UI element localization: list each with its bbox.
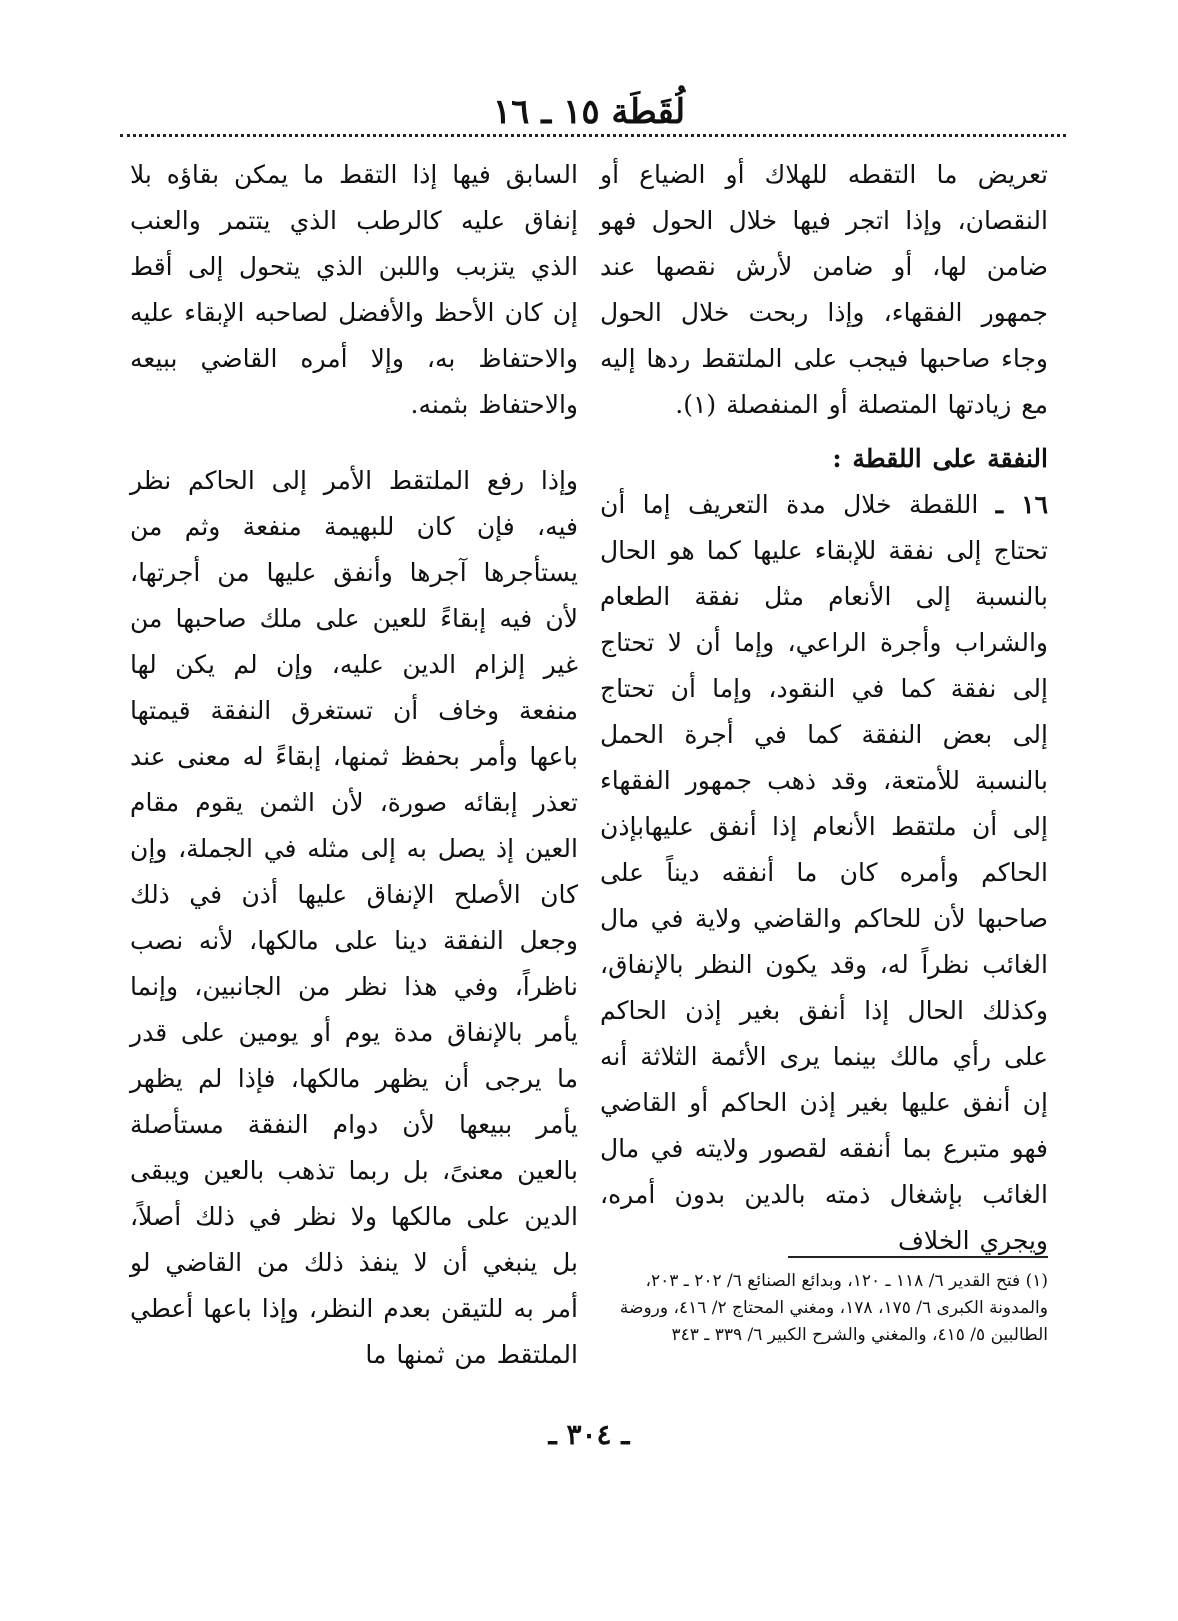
- left-paragraph-2: وإذا رفع الملتقط الأمر إلى الحاكم نظر فيه، فإن كان للبهيمة منفعة وثم من يستأجرها آجرها وأنفق عليها من أجرتها، لأن فيه إبقاءً للعين على ملك صاحبها من غير إلزام الدين عليه، وإن لم يكن لها منفعة وخاف أن تستغرق النفقة قيمتها باعها وأمر بحفظ ثمنها، إبقاءً له معنى عند تعذر إبقائه صورة، لأن الثمن يقوم مقام العين إذ يصل به إلى مثله في الجملة، وإن كان الأصلح الإنفاق عليها أذن في ذلك وجعل النفقة دينا على مالكها، لأنه نصب ناظراً، وفي هذا نظر من الجانبين، وإنما يأمر بالإنفاق مدة يوم أو يومين على قدر ما يرجى أن يظهر مالكها، فإذا لم يظهر يأمر ببيعها لأن دوام النفقة مستأصلة بالعين معنىً، بل ربما تذهب بالعين ويبقى الدين على مالكها ولا نظر في ذلك أصلاً، بل ينبغي أن لا ينفذ ذلك من القاضي لو أمر به للتيقن بعدم النظر، وإذا باعها أعطي الملتقط من ثمنها ما: [130, 466, 578, 1369]
- left-column: [130, 152, 578, 1378]
- header-dotted-rule: [120, 134, 1066, 137]
- section-heading: النفقة على اللقطة :: [832, 444, 1048, 473]
- section-number: ١٦ ـ: [995, 490, 1049, 519]
- page-number: ـ ٣٠٤ ـ: [548, 1418, 630, 1451]
- page-header-title: لُقَطَة ١٥ ـ ١٦: [492, 92, 686, 132]
- paragraph-gap: [130, 428, 578, 458]
- right-paragraph-1: تعريض ما التقطه للهلاك أو الضياع أو النقصان، وإذا اتجر فيها خلال الحول فهو ضامن لها، أو ضامن لأرش نقصها عند جمهور الفقهاء، وإذا ربحت خلال الحول وجاء صاحبها فيجب على الملتقط ردها إليه مع زيادتها المتصلة أو المنفصلة (١).: [600, 160, 1048, 419]
- right-column: [600, 152, 1048, 1264]
- footnote-rule: [788, 1256, 1048, 1258]
- right-paragraph-2-text: اللقطة خلال مدة التعريف إما أن تحتاج إلى نفقة للإبقاء عليها كما هو الحال بالنسبة إلى الأنعام مثل نفقة الطعام والشراب وأجرة الراعي، وإما أن لا تحتاج إلى نفقة كما في النقود، وإما أن تحتاج إلى بعض النفقة كما في أجرة الحمل بالنسبة للأمتعة، وقد ذهب جمهور الفقهاء إلى أن ملتقط الأنعام إذا أنفق عليهابإذن الحاكم وأمره كان ما أنفقه ديناً على صاحبها لأن للحاكم والقاضي ولاية في مال الغائب نظراً له، وقد يكون النظر بالإنفاق، وكذلك الحال إذا أنفق بغير إذن الحاكم على رأي مالك بينما يرى الأئمة الثلاثة أنه إن أنفق عليها بغير إذن الحاكم أو القاضي فهو متبرع بما أنفقه لقصور ولايته في مال الغائب بإشغال ذمته بالدين بدون أمره، ويجري الخلاف: [600, 490, 1048, 1255]
- footnote: (١) فتح القدير ٦/ ١١٨ ـ ١٢٠، وبدائع الصنائع ٦/ ٢٠٢ ـ ٢٠٣، والمدونة الكبرى ٦/ ١٧٥، ١٧٨، ومغني المحتاج ٢/ ٤١٦، وروضة الطالبين ٥/ ٤١٥، والمغني والشرح الكبير ٦/ ٣٣٩ ـ ٣٤٣: [619, 1271, 1048, 1345]
- right-paragraph-2: [600, 482, 1048, 1264]
- left-paragraph-1: السابق فيها إذا التقط ما يمكن بقاؤه بلا إنفاق عليه كالرطب الذي يتتمر والعنب الذي يتزبب واللبن الذي يتحول إلى أقط إن كان الأحظ والأفضل لصاحبه الإبقاء عليه والاحتفاظ به، وإلا أمره القاضي ببيعه والاحتفاظ بثمنه.: [130, 160, 578, 419]
